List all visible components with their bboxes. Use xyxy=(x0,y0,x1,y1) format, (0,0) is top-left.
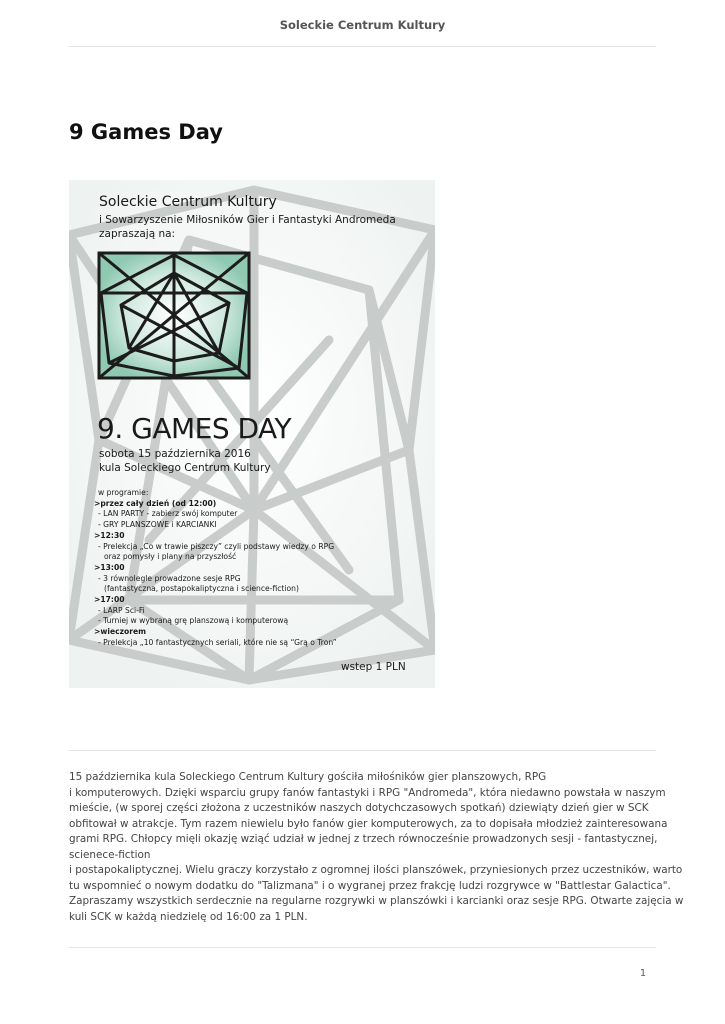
poster-invite-line: zapraszają na: xyxy=(99,228,176,240)
body-line: Zapraszamy wszystkich serdecznie na regularne rozgrywki w planszówki i karcianki oraz sesje RPG. Otwarte zajęcia w xyxy=(69,895,684,907)
poster-event-name: 9. GAMES DAY xyxy=(97,412,292,445)
article-title: 9 Games Day xyxy=(69,120,223,144)
footer-divider xyxy=(69,947,656,948)
program-line: oraz pomysły i plany na przyszłość xyxy=(104,552,237,562)
content-divider xyxy=(69,750,656,751)
page-header: Soleckie Centrum Kultury xyxy=(279,18,446,32)
poster-date-place xyxy=(99,447,271,475)
poster-program xyxy=(94,488,337,649)
program-line: - LAN PARTY - zabierz swój komputer xyxy=(98,509,238,519)
cube-logo xyxy=(99,253,249,378)
program-line: w programie: xyxy=(98,488,149,497)
poster-entry-fee: wstep 1 PLN xyxy=(341,661,406,673)
body-line: i postapokaliptycznej. Wielu graczy korzystało z ogromnej ilości planszówek, przyniesionych przez uczestników, warto xyxy=(69,864,683,876)
body-line: kuli SCK w każdą niedzielę od 16:00 za 1 PLN. xyxy=(69,910,308,923)
program-line: - Prelekcja „Co w trawie piszczy” czyli podstawy wiedzy o RPG xyxy=(98,541,335,551)
page-number: 1 xyxy=(640,968,647,979)
program-line: - Turniej w wybraną grę planszową i komputerową xyxy=(98,616,289,626)
body-line: scienece-fiction xyxy=(69,848,151,861)
program-line: - 3 równolegle prowadzone sesje RPG xyxy=(98,573,241,583)
poster-date: sobota 15 października 2016 xyxy=(99,448,251,460)
program-line: >12:30 xyxy=(94,530,125,540)
body-line: mieście, (w sporej części złożona z uczestników naszych dotychczasowych spotkań) dziewiąty dzień gier w SCK xyxy=(69,802,649,814)
poster-co-organizer-line: i Sowarzyszenie Miłosników Gier i Fantastyki Andromeda xyxy=(99,214,396,226)
body-line: obfitował w atrakcje. Tym razem niewielu było fanów gier komputerowych, za to dopisała młodzież zainteresowana xyxy=(69,817,668,830)
program-line: >17:00 xyxy=(94,595,125,605)
body-line: tu wspomnieć o nowym dodatku do "Talizmana" i o wygranej przez frakcję ludzi rozgrywce w "Battlestar Galactica". xyxy=(69,879,671,892)
article-body xyxy=(69,770,684,925)
program-line: - GRY PLANSZOWE i KARCIANKI xyxy=(98,520,217,530)
program-line: - LARP Sci-Fi xyxy=(98,605,145,615)
poster-co-organizer xyxy=(99,213,396,241)
body-line: i komputerowych. Dzięki wsparciu grupy fanów fantastyki i RPG "Andromeda", która niedawno powstała w naszym xyxy=(69,786,666,799)
program-line: >13:00 xyxy=(94,562,125,572)
body-line: grami RPG. Chłopcy mięli okazję wziąć udział w jednej z trzech równocześnie prowadzonych sesji - fantastycznej, xyxy=(69,833,658,845)
program-line: >wieczorem xyxy=(94,627,147,637)
program-line: (fantastyczna, postapokaliptyczna i science-fiction) xyxy=(104,584,299,594)
event-poster xyxy=(69,180,435,688)
header-divider xyxy=(69,46,656,47)
program-line: >przez cały dzień (od 12:00) xyxy=(94,498,217,508)
body-line: 15 października kula Soleckiego Centrum Kultury gościła miłośników gier planszowych, RPG xyxy=(69,771,547,783)
poster-place: kula Soleckiego Centrum Kultury xyxy=(99,462,271,474)
poster-organizer: Soleckie Centrum Kultury xyxy=(99,194,277,210)
program-line: - Prelekcja „10 fantastycznych seriali, które nie są “Grą o Tron” xyxy=(98,637,337,647)
